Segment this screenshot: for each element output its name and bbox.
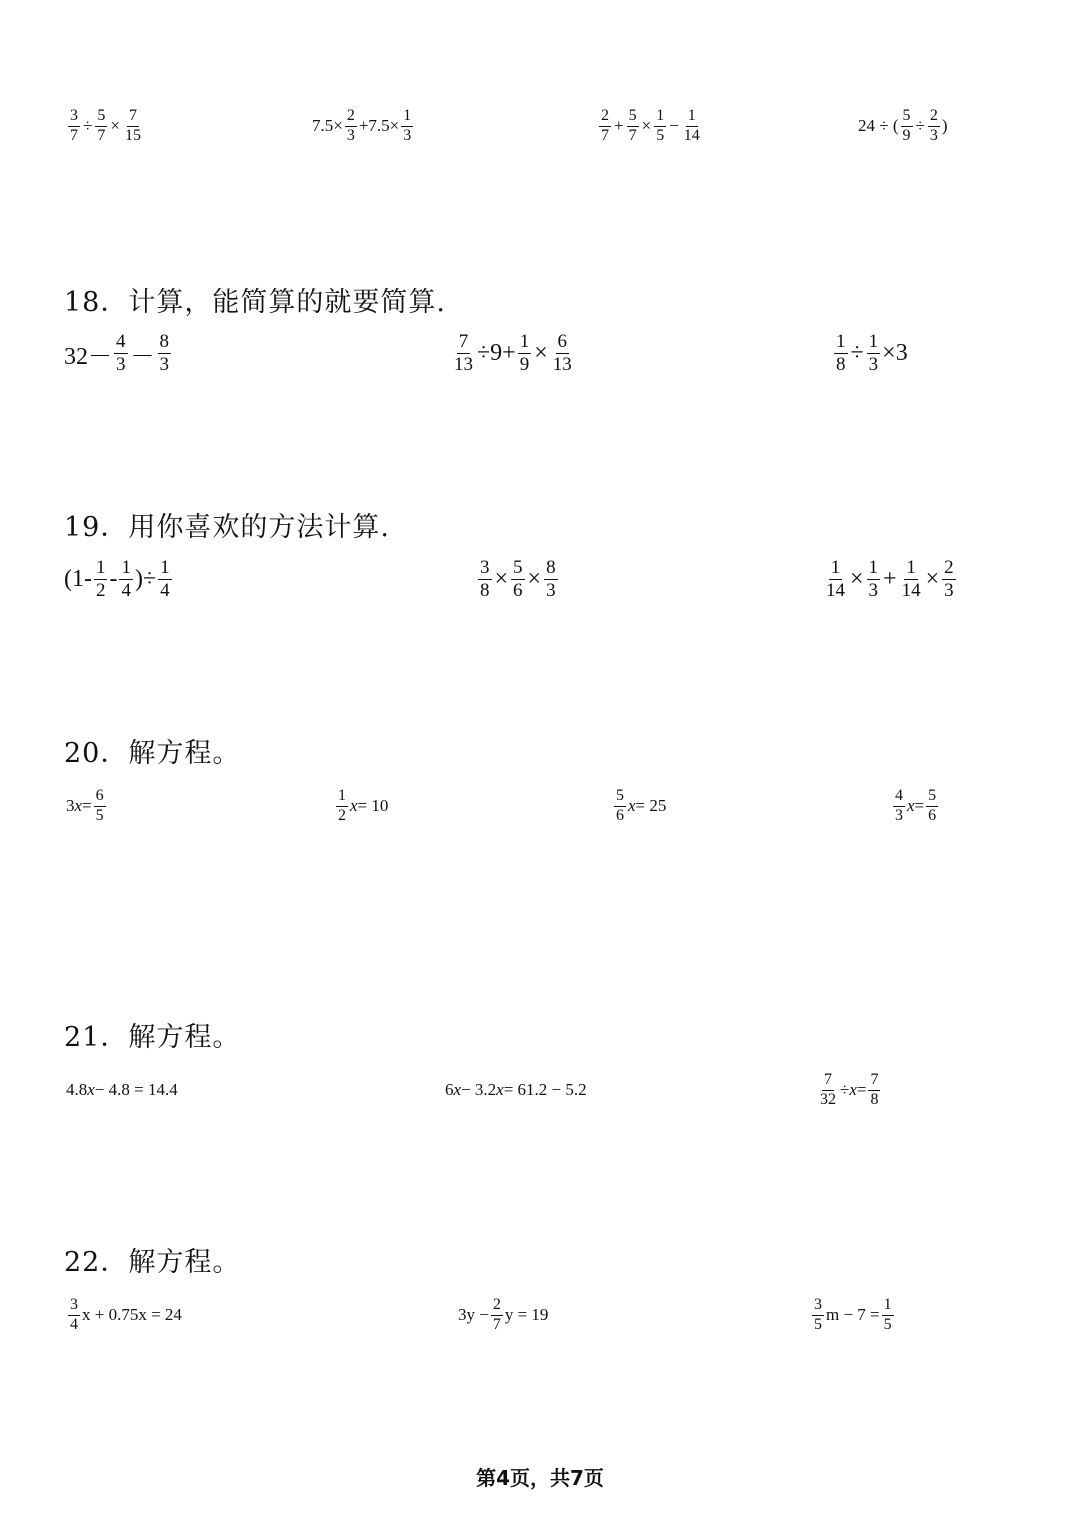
fraction: $\frac{3}{7}$ [70,106,78,144]
fraction: $\frac{4}{3}$ [895,786,903,824]
question-18-title: 18．计算，能简算的就要简算. [64,287,446,318]
fraction: $\frac{7}{15}$ [124,106,141,144]
fraction: $\frac{7}{32}$ [820,1070,836,1108]
question-22-equations [0,1285,1080,1345]
fraction: $\frac{2}{3}$ [944,556,954,601]
fraction: $\frac{5}{7}$ [628,106,637,144]
expression: $\frac{1}{14}$ × $\frac{1}{3}$ + $\frac{1}{14}$ × $\frac{2}{3}$ [826,556,954,601]
fraction: $\frac{1}{3}$ [868,330,879,375]
fraction: $\frac{1}{4}$ [121,556,131,601]
fraction: $\frac{8}{3}$ [546,556,556,601]
equation: $\frac{5}{6}$ x = 25 [616,786,667,824]
fraction: $\frac{7}{13}$ [454,330,473,375]
fraction: $\frac{1}{3}$ [868,556,879,601]
fraction: $\frac{5}{7}$ [97,106,106,144]
expression: 32－ $\frac{4}{3}$ － $\frac{8}{3}$ [64,330,169,375]
fraction: $\frac{3}{8}$ [480,556,490,601]
equation: 3 x = $\frac{6}{5}$ [66,786,104,824]
question-20-title: 20．解方程。 [64,738,241,769]
page-number: 第4页，共7页 [476,1466,604,1490]
expression: $\frac{2}{7}$ + $\frac{5}{7}$ × $\frac{1}{5}$ − $\frac{1}{14}$ [601,106,700,144]
question-19-expressions [0,549,1080,609]
fraction: $\frac{5}{6}$ [616,786,624,824]
fraction: $\frac{2}{3}$ [929,106,938,144]
expression: 7.5× $\frac{2}{3}$ +7.5× $\frac{1}{3}$ [312,106,412,144]
fraction: $\frac{3}{5}$ [814,1295,822,1333]
fraction: $\frac{6}{13}$ [552,330,572,375]
fraction: $\frac{1}{14}$ [901,556,921,601]
fraction: $\frac{7}{8}$ [870,1070,879,1108]
question-21-equations [0,1060,1080,1120]
equation: $\frac{1}{2}$ x = 10 [338,786,389,824]
equation: $\frac{3}{4}$ x + 0.75x = 24 [70,1295,182,1333]
question-19-title: 19．用你喜欢的方法计算. [64,512,390,543]
fraction: $\frac{4}{3}$ [116,330,126,375]
expression-row-continued [0,96,1080,156]
fraction: $\frac{2}{7}$ [601,106,609,144]
fraction: $\frac{2}{3}$ [346,106,355,144]
equation: 4.8 x − 4.8 = 14.4 [66,1080,178,1099]
question-18-expressions [0,323,1080,383]
equation: $\frac{4}{3}$ x = $\frac{5}{6}$ [895,786,937,824]
question-22-title: 22．解方程。 [64,1247,241,1278]
equation: $\frac{7}{32}$ ÷ x = $\frac{7}{8}$ [820,1070,879,1108]
equation: 6 x − 3.2 x = 61.2 − 5.2 [445,1080,587,1099]
fraction: $\frac{1}{4}$ [160,556,170,601]
equation: 3y − $\frac{2}{7}$ y = 19 [458,1295,549,1333]
fraction: $\frac{1}{5}$ [656,106,665,144]
fraction: $\frac{5}{6}$ [928,786,937,824]
fraction: $\frac{1}{14}$ [683,106,700,144]
fraction: $\frac{3}{4}$ [70,1295,78,1333]
fraction: $\frac{5}{9}$ [902,106,911,144]
expression: $\frac{3}{8}$ × $\frac{5}{6}$ × $\frac{8}{3}$ [480,556,556,601]
fraction: $\frac{8}{3}$ [159,330,169,375]
expression: $\frac{3}{7}$ ÷ $\frac{5}{7}$ × $\frac{7}{15}$ [70,106,141,144]
expression: (1- $\frac{1}{2}$ - $\frac{1}{4}$ )÷ $\frac{1}{4}$ [64,556,170,601]
question-20-equations [0,776,1080,836]
fraction: $\frac{1}{14}$ [826,556,845,601]
fraction: $\frac{1}{9}$ [519,330,530,375]
expression: $\frac{7}{13}$ ÷9+ $\frac{1}{9}$ × $\frac{6}{13}$ [454,330,572,375]
question-21-title: 21．解方程。 [64,1022,241,1053]
fraction: $\frac{1}{2}$ [95,556,106,601]
fraction: $\frac{1}{5}$ [883,1295,892,1333]
fraction: $\frac{1}{3}$ [403,106,412,144]
equation: $\frac{3}{5}$ m − 7 = $\frac{1}{5}$ [814,1295,892,1333]
fraction: $\frac{6}{5}$ [95,786,104,824]
expression: 24 ÷ ( $\frac{5}{9}$ ÷ $\frac{2}{3}$ ) [858,106,948,144]
fraction: $\frac{1}{8}$ [836,330,846,375]
expression: $\frac{1}{8}$ ÷ $\frac{1}{3}$ ×3 [836,330,908,375]
fraction: $\frac{5}{6}$ [513,556,523,601]
fraction: $\frac{1}{2}$ [338,786,346,824]
fraction: $\frac{2}{7}$ [492,1295,501,1333]
